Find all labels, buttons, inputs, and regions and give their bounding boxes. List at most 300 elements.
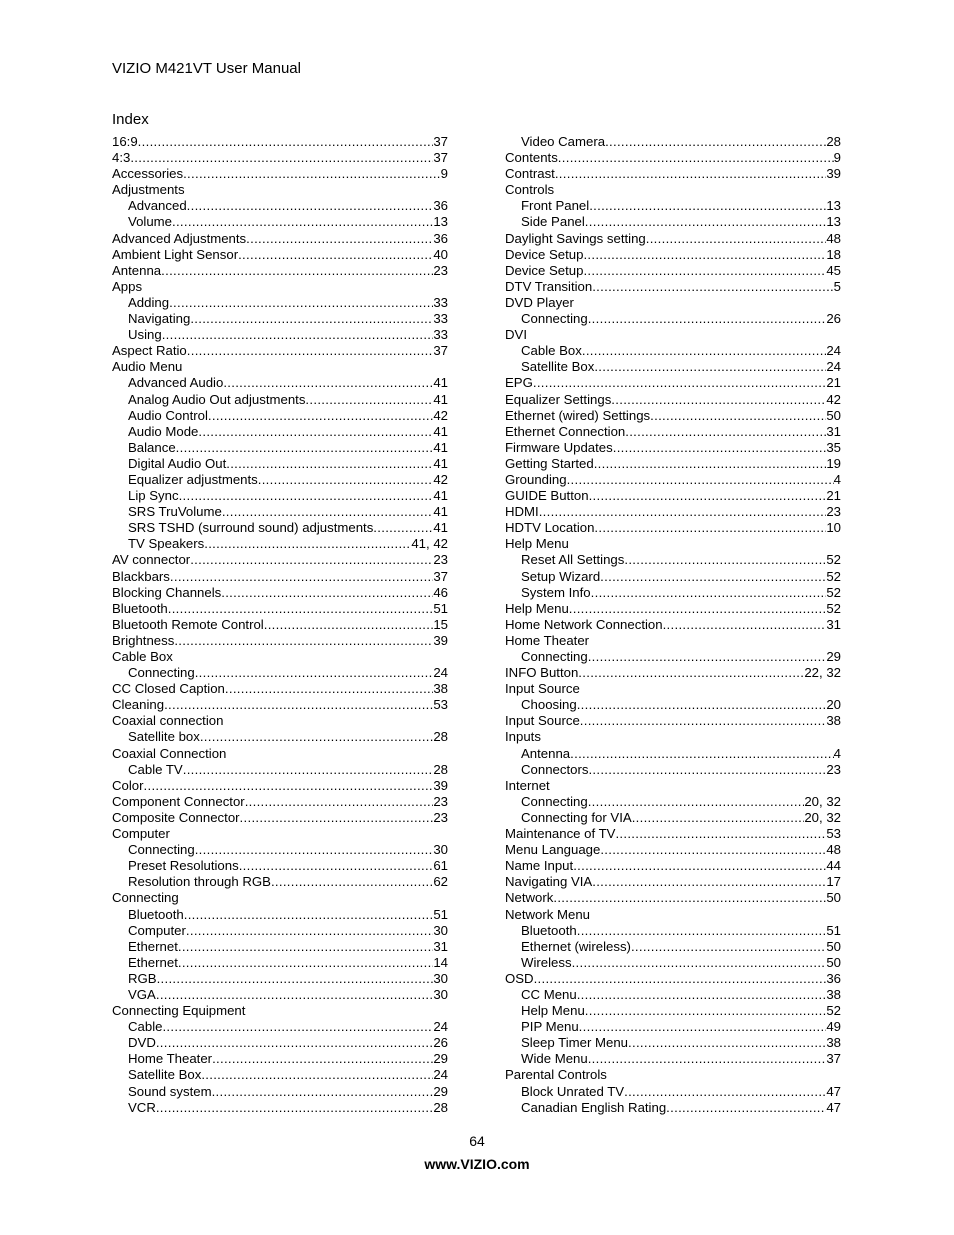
entry-label: Blocking Channels bbox=[112, 584, 222, 600]
dot-leader bbox=[130, 150, 433, 166]
dot-leader bbox=[221, 585, 433, 601]
entry-page-ref: 17 bbox=[826, 874, 841, 890]
entry-page-ref: 28 bbox=[826, 134, 841, 149]
entry-page-ref: 33 bbox=[433, 294, 448, 310]
index-heading: Index bbox=[112, 111, 149, 128]
entry-page-ref: 20, 32 bbox=[804, 809, 841, 825]
index-entry bbox=[112, 343, 448, 359]
entry-page-ref: 50 bbox=[826, 954, 841, 970]
dot-leader bbox=[204, 536, 411, 552]
entry-label: Audio Control bbox=[128, 407, 208, 423]
index-column-right bbox=[505, 134, 841, 1116]
entry-page-ref: 13 bbox=[826, 214, 841, 230]
entry-page-ref: 37 bbox=[433, 134, 448, 149]
entry-label: Cable bbox=[128, 1019, 163, 1035]
dot-leader bbox=[164, 697, 433, 713]
index-subentry bbox=[112, 392, 448, 408]
entry-page-ref: 9 bbox=[440, 166, 448, 182]
entry-label: Device Setup bbox=[505, 246, 584, 262]
entry-label: Menu Language bbox=[505, 842, 601, 858]
dot-leader bbox=[600, 569, 826, 585]
dot-leader bbox=[588, 311, 827, 327]
entry-label: DVD Player bbox=[505, 294, 574, 310]
index-subentry bbox=[112, 440, 448, 456]
index-entry bbox=[505, 279, 841, 295]
index-subentry bbox=[112, 665, 448, 681]
entry-page-ref: 14 bbox=[433, 954, 448, 970]
entry-page-ref: 19 bbox=[826, 455, 841, 471]
dot-leader bbox=[138, 134, 434, 150]
entry-label: 16:9 bbox=[112, 134, 138, 149]
index-subentry bbox=[112, 295, 448, 311]
index-entry bbox=[505, 778, 841, 794]
entry-label: Aspect Ratio bbox=[112, 343, 187, 359]
index-entry bbox=[112, 263, 448, 279]
index-entry bbox=[505, 842, 841, 858]
entry-label: DTV Transition bbox=[505, 278, 593, 294]
index-entry bbox=[505, 327, 841, 343]
entry-label: Controls bbox=[505, 182, 555, 198]
entry-label: Advanced bbox=[128, 198, 187, 214]
index-entry bbox=[112, 633, 448, 649]
dot-leader bbox=[588, 649, 827, 665]
dot-leader bbox=[588, 762, 826, 778]
entry-page-ref: 47 bbox=[826, 1083, 841, 1099]
index-entry bbox=[112, 778, 448, 794]
index-entry bbox=[505, 1067, 841, 1083]
entry-page-ref: 52 bbox=[826, 1003, 841, 1019]
entry-page-ref: 39 bbox=[826, 166, 841, 182]
entry-label: Digital Audio Out bbox=[128, 455, 227, 471]
entry-label: CC Closed Caption bbox=[112, 681, 225, 697]
entry-label: Preset Resolutions bbox=[128, 858, 239, 874]
entry-page-ref: 44 bbox=[826, 858, 841, 874]
entry-page-ref: 10 bbox=[826, 520, 841, 536]
dot-leader bbox=[583, 263, 826, 279]
index-subentry bbox=[112, 762, 448, 778]
dot-leader bbox=[186, 923, 433, 939]
index-subentry bbox=[505, 198, 841, 214]
index-subentry bbox=[505, 1019, 841, 1035]
index-entry bbox=[112, 231, 448, 247]
dot-leader bbox=[200, 729, 433, 745]
entry-label: Volume bbox=[128, 214, 172, 230]
entry-label: Equalizer Settings bbox=[505, 391, 612, 407]
entry-page-ref: 5 bbox=[833, 278, 841, 294]
entry-page-ref: 23 bbox=[826, 761, 841, 777]
index-subentry bbox=[505, 1051, 841, 1067]
entry-label: Computer bbox=[112, 826, 170, 842]
dot-leader bbox=[592, 279, 833, 295]
index-entry bbox=[505, 375, 841, 391]
dot-leader bbox=[594, 520, 826, 536]
entry-label: Inputs bbox=[505, 729, 541, 745]
entry-page-ref: 52 bbox=[826, 568, 841, 584]
entry-page-ref: 39 bbox=[433, 777, 448, 793]
entry-page-ref: 33 bbox=[433, 311, 448, 327]
entry-label: VCR bbox=[128, 1099, 156, 1115]
entry-page-ref: 35 bbox=[826, 439, 841, 455]
entry-page-ref: 50 bbox=[826, 938, 841, 954]
index-entry bbox=[112, 890, 448, 906]
entry-label: RGB bbox=[128, 970, 157, 986]
entry-page-ref: 48 bbox=[826, 842, 841, 858]
index-entry bbox=[505, 440, 841, 456]
index-subentry bbox=[112, 1035, 448, 1051]
entry-page-ref: 53 bbox=[433, 697, 448, 713]
dot-leader bbox=[162, 1019, 433, 1035]
entry-label: Connecting bbox=[128, 665, 195, 681]
index-entry bbox=[505, 166, 841, 182]
entry-page-ref: 42 bbox=[433, 471, 448, 487]
index-entry bbox=[505, 182, 841, 198]
entry-page-ref: 51 bbox=[433, 600, 448, 616]
dot-leader bbox=[208, 408, 433, 424]
dot-leader bbox=[183, 166, 441, 182]
dot-leader bbox=[178, 955, 433, 971]
index-entry bbox=[505, 263, 841, 279]
page-number: 64 bbox=[469, 1133, 485, 1149]
entry-page-ref: 40 bbox=[433, 246, 448, 262]
dot-leader bbox=[238, 247, 433, 263]
entry-page-ref: 20 bbox=[826, 697, 841, 713]
entry-label: Maintenance of TV bbox=[505, 826, 616, 842]
entry-page-ref: 23 bbox=[433, 809, 448, 825]
entry-page-ref: 29 bbox=[826, 649, 841, 664]
dot-leader bbox=[258, 472, 434, 488]
dot-leader bbox=[646, 231, 827, 247]
entry-label: Resolution through RGB bbox=[128, 874, 271, 890]
dot-leader bbox=[222, 504, 434, 520]
entry-label: Contrast bbox=[505, 166, 555, 182]
entry-label: Computer bbox=[128, 922, 186, 938]
entry-label: SRS TruVolume bbox=[128, 504, 222, 520]
entry-label: Firmware Updates bbox=[505, 439, 613, 455]
entry-label: OSD bbox=[505, 970, 534, 986]
entry-page-ref: 29 bbox=[433, 1051, 448, 1067]
dot-leader bbox=[240, 810, 434, 826]
dot-leader bbox=[226, 456, 433, 472]
dot-leader bbox=[631, 939, 826, 955]
entry-label: Adding bbox=[128, 294, 170, 310]
index-subentry bbox=[112, 939, 448, 955]
entry-label: Bluetooth bbox=[521, 922, 577, 938]
index-entry bbox=[505, 874, 841, 890]
entry-label: Video Camera bbox=[521, 134, 606, 149]
entry-page-ref: 22, 32 bbox=[804, 665, 841, 681]
index-subentry bbox=[112, 520, 448, 536]
entry-page-ref: 33 bbox=[433, 327, 448, 343]
index-entry bbox=[505, 408, 841, 424]
entry-page-ref: 24 bbox=[433, 1019, 448, 1035]
index-subentry bbox=[112, 1051, 448, 1067]
entry-label: Cable Box bbox=[112, 649, 173, 664]
entry-label: Connecting Equipment bbox=[112, 1003, 246, 1019]
entry-label: Satellite box bbox=[128, 729, 200, 745]
index-entry bbox=[505, 150, 841, 166]
entry-label: Cable Box bbox=[521, 343, 582, 359]
entry-label: Ambient Light Sensor bbox=[112, 246, 239, 262]
entry-label: Sound system bbox=[128, 1083, 212, 1099]
index-subentry bbox=[112, 955, 448, 971]
dot-leader bbox=[190, 552, 433, 568]
index-entry bbox=[505, 536, 841, 552]
entry-label: Adjustments bbox=[112, 182, 185, 198]
entry-page-ref: 15 bbox=[433, 616, 448, 632]
index-subentry bbox=[112, 424, 448, 440]
entry-label: DVD bbox=[128, 1035, 156, 1051]
entry-label: Using bbox=[128, 327, 162, 343]
dot-leader bbox=[582, 343, 826, 359]
index-entry bbox=[112, 182, 448, 198]
entry-label: GUIDE Button bbox=[505, 488, 589, 504]
entry-label: Ethernet (wireless) bbox=[521, 938, 631, 954]
entry-page-ref: 24 bbox=[433, 665, 448, 681]
entry-page-ref: 30 bbox=[433, 970, 448, 986]
entry-label: Ethernet Connection bbox=[505, 423, 626, 439]
dot-leader bbox=[225, 681, 433, 697]
entry-page-ref: 41 bbox=[433, 504, 448, 520]
entry-page-ref: 13 bbox=[433, 214, 448, 230]
index-entry bbox=[505, 617, 841, 633]
entry-page-ref: 23 bbox=[433, 793, 448, 809]
entry-label: SRS TSHD (surround sound) adjustments bbox=[128, 520, 374, 536]
index-subentry bbox=[112, 214, 448, 230]
index-subentry bbox=[505, 343, 841, 359]
entry-page-ref: 41 bbox=[433, 391, 448, 407]
dot-leader bbox=[201, 1067, 433, 1083]
entry-label: Canadian English Rating bbox=[521, 1099, 667, 1115]
entry-label: Balance bbox=[128, 439, 176, 455]
entry-page-ref: 48 bbox=[826, 230, 841, 246]
dot-leader bbox=[533, 375, 826, 391]
entry-page-ref: 61 bbox=[433, 858, 448, 874]
entry-page-ref: 41 bbox=[433, 439, 448, 455]
index-entry bbox=[112, 713, 448, 729]
entry-label: Antenna bbox=[521, 745, 571, 761]
dot-leader bbox=[555, 166, 826, 182]
index-subentry bbox=[505, 1100, 841, 1116]
dot-leader bbox=[577, 923, 827, 939]
entry-page-ref: 38 bbox=[826, 1035, 841, 1051]
index-subentry bbox=[112, 408, 448, 424]
entry-page-ref: 23 bbox=[826, 504, 841, 520]
entry-page-ref: 50 bbox=[826, 407, 841, 423]
dot-leader bbox=[187, 343, 434, 359]
entry-label: Ethernet (wired) Settings bbox=[505, 407, 651, 423]
dot-leader bbox=[611, 392, 826, 408]
entry-label: Input Source bbox=[505, 681, 580, 697]
index-subentry bbox=[112, 1100, 448, 1116]
index-subentry bbox=[112, 971, 448, 987]
entry-label: HDMI bbox=[505, 504, 539, 520]
entry-page-ref: 41 bbox=[433, 520, 448, 536]
index-entry bbox=[505, 971, 841, 987]
index-subentry bbox=[505, 569, 841, 585]
index-subentry bbox=[505, 746, 841, 762]
dot-leader bbox=[592, 874, 826, 890]
entry-label: Sleep Timer Menu bbox=[521, 1035, 629, 1051]
index-entry bbox=[112, 681, 448, 697]
index-subentry bbox=[112, 198, 448, 214]
index-subentry bbox=[505, 1035, 841, 1051]
entry-label: Home Network Connection bbox=[505, 616, 663, 632]
dot-leader bbox=[161, 263, 433, 279]
entry-label: Connecting bbox=[128, 842, 195, 858]
entry-label: Bluetooth bbox=[112, 600, 168, 616]
index-entry bbox=[505, 601, 841, 617]
entry-label: Component Connector bbox=[112, 793, 245, 809]
dot-leader bbox=[666, 1100, 826, 1116]
entry-page-ref: 30 bbox=[433, 842, 448, 858]
index-entry bbox=[112, 166, 448, 182]
entry-label: Network Menu bbox=[505, 906, 591, 922]
entry-page-ref: 23 bbox=[433, 262, 448, 278]
entry-label: DVI bbox=[505, 327, 527, 343]
entry-page-ref: 30 bbox=[433, 922, 448, 938]
dot-leader bbox=[305, 392, 433, 408]
entry-label: Cleaning bbox=[112, 697, 165, 713]
entry-page-ref: 37 bbox=[433, 568, 448, 584]
dot-leader bbox=[271, 874, 433, 890]
dot-leader bbox=[663, 617, 827, 633]
dot-leader bbox=[579, 1019, 827, 1035]
index-subentry bbox=[505, 134, 841, 150]
index-entry bbox=[505, 247, 841, 263]
index-entry bbox=[112, 552, 448, 568]
entry-label: 4:3 bbox=[112, 150, 131, 166]
entry-label: AV connector bbox=[112, 552, 191, 568]
dot-leader bbox=[578, 665, 804, 681]
entry-label: Wide Menu bbox=[521, 1051, 588, 1067]
entry-page-ref: 18 bbox=[826, 246, 841, 262]
index-subentry bbox=[112, 536, 448, 552]
entry-label: Parental Controls bbox=[505, 1067, 607, 1083]
index-subentry bbox=[112, 1067, 448, 1083]
index-entry bbox=[112, 247, 448, 263]
dot-leader bbox=[195, 842, 434, 858]
entry-page-ref: 28 bbox=[433, 729, 448, 745]
index-entry bbox=[505, 424, 841, 440]
entry-page-ref: 23 bbox=[433, 552, 448, 568]
index-entry bbox=[505, 665, 841, 681]
index-entry bbox=[112, 1003, 448, 1019]
index-subentry bbox=[112, 907, 448, 923]
entry-page-ref: 38 bbox=[826, 986, 841, 1002]
entry-page-ref: 31 bbox=[433, 938, 448, 954]
dot-leader bbox=[169, 295, 433, 311]
entry-label: Help Menu bbox=[505, 536, 569, 552]
index-entry bbox=[112, 601, 448, 617]
dot-leader bbox=[613, 440, 827, 456]
index-subentry bbox=[505, 1084, 841, 1100]
entry-page-ref: 53 bbox=[826, 826, 841, 842]
entry-page-ref: 51 bbox=[433, 906, 448, 922]
index-subentry bbox=[505, 810, 841, 826]
dot-leader bbox=[178, 939, 433, 955]
entry-page-ref: 13 bbox=[826, 198, 841, 214]
index-entry bbox=[505, 633, 841, 649]
entry-label: Color bbox=[112, 777, 144, 793]
dot-leader bbox=[585, 1003, 827, 1019]
index-subentry bbox=[112, 842, 448, 858]
dot-leader bbox=[246, 231, 433, 247]
entry-label: Grounding bbox=[505, 471, 567, 487]
entry-page-ref: 42 bbox=[433, 407, 448, 423]
index-entry bbox=[112, 810, 448, 826]
entry-page-ref: 47 bbox=[826, 1099, 841, 1115]
dot-leader bbox=[589, 488, 827, 504]
entry-label: TV Speakers bbox=[128, 536, 205, 552]
index-entry bbox=[112, 746, 448, 762]
dot-leader bbox=[558, 150, 834, 166]
dot-leader bbox=[570, 746, 834, 762]
footer-url: www.VIZIO.com bbox=[424, 1156, 530, 1172]
dot-leader bbox=[650, 408, 826, 424]
dot-leader bbox=[223, 375, 433, 391]
dot-leader bbox=[168, 601, 434, 617]
entry-page-ref: 26 bbox=[433, 1035, 448, 1051]
index-subentry bbox=[112, 1084, 448, 1100]
document-header-title: VIZIO M421VT User Manual bbox=[112, 60, 301, 77]
dot-leader bbox=[605, 134, 826, 150]
entry-label: Bluetooth bbox=[128, 906, 184, 922]
entry-page-ref: 52 bbox=[826, 600, 841, 616]
entry-label: Choosing bbox=[521, 697, 577, 713]
entry-page-ref: 42 bbox=[826, 391, 841, 407]
index-subentry bbox=[112, 987, 448, 1003]
index-subentry bbox=[505, 939, 841, 955]
entry-page-ref: 24 bbox=[433, 1067, 448, 1083]
entry-page-ref: 51 bbox=[826, 922, 841, 938]
dot-leader bbox=[195, 665, 434, 681]
index-subentry bbox=[505, 649, 841, 665]
index-subentry bbox=[112, 488, 448, 504]
index-subentry bbox=[505, 311, 841, 327]
dot-leader bbox=[553, 890, 826, 906]
dot-leader bbox=[184, 907, 434, 923]
index-subentry bbox=[505, 697, 841, 713]
entry-label: Block Unrated TV bbox=[521, 1083, 625, 1099]
index-entry bbox=[505, 826, 841, 842]
entry-label: Advanced Adjustments bbox=[112, 230, 247, 246]
dot-leader bbox=[572, 955, 827, 971]
index-subentry bbox=[112, 327, 448, 343]
entry-label: Home Theater bbox=[128, 1051, 213, 1067]
entry-label: Satellite Box bbox=[521, 359, 595, 375]
index-entry bbox=[505, 472, 841, 488]
dot-leader bbox=[569, 601, 827, 617]
dot-leader bbox=[628, 1035, 826, 1051]
entry-label: Connecting bbox=[521, 649, 588, 664]
dot-leader bbox=[567, 472, 834, 488]
dot-leader bbox=[625, 424, 826, 440]
entry-label: Device Setup bbox=[505, 262, 584, 278]
entry-page-ref: 50 bbox=[826, 890, 841, 906]
index-subentry bbox=[505, 585, 841, 601]
index-subentry bbox=[112, 1019, 448, 1035]
index-entry bbox=[112, 617, 448, 633]
dot-leader bbox=[589, 198, 826, 214]
dot-leader bbox=[577, 697, 827, 713]
entry-page-ref: 41, 42 bbox=[411, 536, 448, 552]
entry-label: Antenna bbox=[112, 262, 162, 278]
entry-label: Help Menu bbox=[505, 600, 569, 616]
entry-page-ref: 37 bbox=[433, 150, 448, 166]
entry-label: Input Source bbox=[505, 713, 580, 729]
entry-label: Accessories bbox=[112, 166, 184, 182]
entry-page-ref: 36 bbox=[433, 198, 448, 214]
